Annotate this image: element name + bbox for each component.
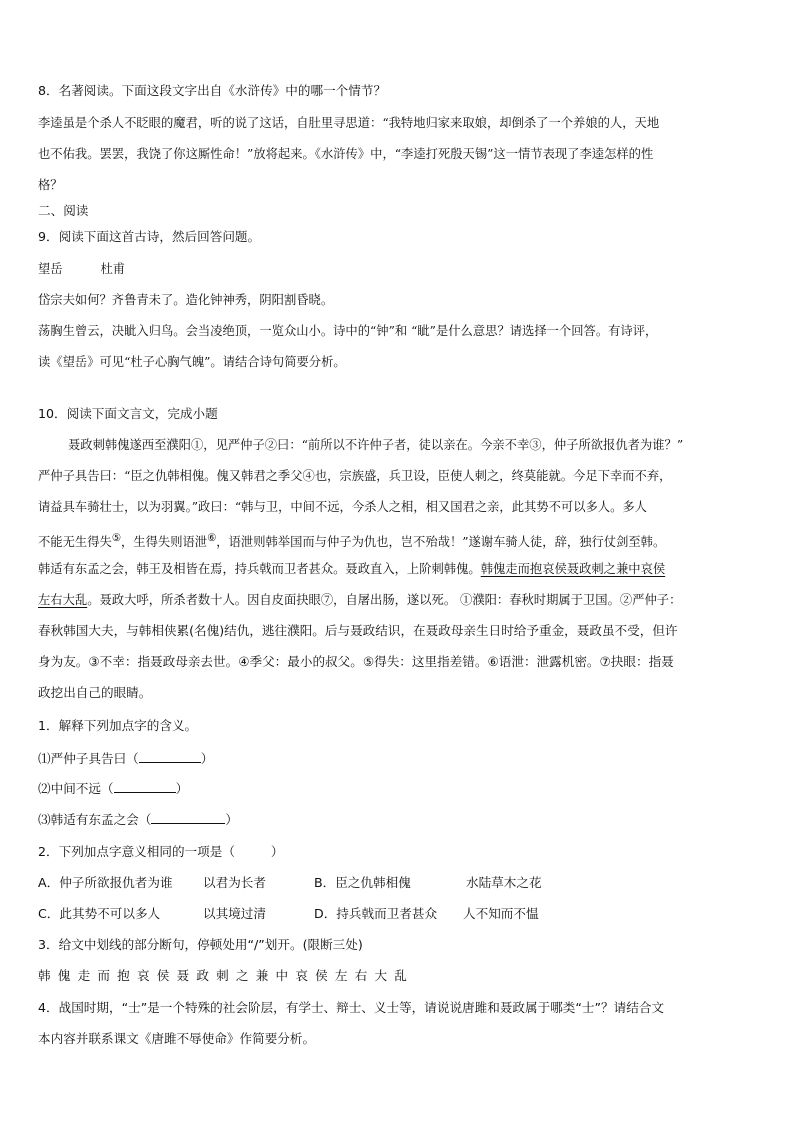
- answer-blank-1[interactable]: [139, 750, 201, 763]
- option-b-part-1: B．臣之仇韩相傀: [314, 875, 411, 890]
- option-c-part-1: C．此其势不可以多人: [38, 906, 161, 921]
- q8-title: 8．名著阅读。下面这段文字出自《水浒传》中的哪一个情节？: [38, 83, 387, 98]
- option-a-part-1: A．仲子所欲报仇者为谁: [38, 875, 173, 890]
- poem-author: 杜甫: [100, 262, 126, 276]
- sub1-item-1: ⑴严仲子具告曰（ ）: [38, 751, 214, 766]
- q9-title: 9．阅读下面这首古诗，然后回答问题。: [38, 229, 261, 244]
- sub1-item-3: ⑶韩适有东孟之会（ ）: [38, 812, 238, 827]
- footnote-ref-5: ⑤: [111, 532, 121, 544]
- underlined-sentence-part-2: 左右大乱: [38, 593, 88, 607]
- poem-line-3: 读《望岳》可见“杜子心胸气魄”。请结合诗句简要分析。: [38, 355, 346, 369]
- q10-title: 10．阅读下面文言文，完成小题: [38, 406, 218, 421]
- sub4-line-2: 本内容并联系课文《唐雎不辱使命》作简要分析。: [38, 1031, 316, 1046]
- passage-line-5: 韩适有东孟之会，韩王及相皆在焉，持兵戟而卫者甚众。聂政直入，上阶刺韩傀。韩傀走而抱哀侯聂政刺之兼中哀侯: [38, 562, 666, 576]
- notes-line-1: 春秋韩国大夫，与韩相侠累(名傀)结仇，逃往濮阳。后与聂政结识，在聂政母亲生日时给予重金，聂政虽不受，但许: [38, 623, 678, 638]
- underlined-sentence-part-1: 韩傀走而抱哀侯聂政刺之兼中哀侯: [480, 562, 666, 576]
- option-d-part-2: 人不知而不愠: [463, 906, 539, 921]
- passage-line-6: 左右大乱。聂政大呼，所杀者数十人。因自皮面抉眼⑦，自屠出肠，遂以死。 ①濮阳：春秋时期属于卫国。②严仲子：: [38, 593, 682, 607]
- option-c-part-2: 以其境过清: [203, 906, 266, 921]
- sub1-title: 1．解释下列加点字的含义。: [38, 718, 198, 733]
- notes-line-2: 身为友。③不幸：指聂政母亲去世。④季父：最小的叔父。⑤得失：这里指差错。⑥语泄：泄露机密。⑦抉眼：指聂: [38, 654, 674, 669]
- poem-title: 望岳: [38, 262, 63, 276]
- option-d-part-1: D．持兵戟而卫者甚众: [314, 906, 438, 921]
- passage-line-2: 严仲子具告曰：“臣之仇韩相傀。傀又韩君之季父④也，宗族盛，兵卫设，臣使人刺之，终莫能就。今足下幸而不弃，: [38, 469, 672, 483]
- poem-header: [38, 260, 760, 278]
- sub2-title: 2．下列加点字意义相同的一项是（ ）: [38, 844, 284, 859]
- sub3-sentence: 韩傀走而抱哀侯聂政刺之兼中哀侯左右大乱: [38, 968, 415, 983]
- passage-line-3: 请益具车骑壮士，以为羽翼。”政曰：“韩与卫，中间不远，今杀人之相，相又国君之亲，此其势不可以多人。多人: [38, 500, 647, 514]
- option-a-part-2: 以君为长者: [203, 875, 266, 890]
- q8-text-line-3: 格？: [38, 178, 63, 192]
- sub4-line-1: 4．战国时期，“士”是一个特殊的社会阶层，有学士、辩士、义士等，请说说唐雎和聂政属于哪类“士”？请结合文: [38, 1000, 665, 1015]
- passage-line-1: 聂政刺韩傀遂西至濮阳①，见严仲子②曰：“前所以不许仲子者，徒以亲在。今亲不幸③，仲子所欲报仇者为谁？”: [68, 438, 684, 452]
- option-b-part-2: 水陆草木之花: [466, 875, 542, 890]
- answer-blank-2[interactable]: [114, 780, 176, 793]
- poem-line-2: 荡胸生曾云，决眦入归鸟。会当凌绝顶，一览众山小。诗中的“钟”和 “眦”是什么意思？请选择一个回答。有诗评，: [38, 324, 658, 338]
- sub3-title: 3．给文中划线的部分断句，停顿处用“/”划开。(限断三处): [38, 937, 363, 952]
- q8-text-line-2: 也不佑我。罢罢，我饶了你这厮性命！”放将起来。《水浒传》中，“李逵打死殷天锡”这一情节表现了李逵怎样的性: [38, 147, 654, 161]
- answer-blank-3[interactable]: [151, 811, 225, 824]
- q8-text-line-1: 李逵虽是个杀人不眨眼的魔君，听的说了这话，自肚里寻思道：“我特地归家来取娘，却倒杀了一个养娘的人，天地: [38, 116, 660, 130]
- footnote-ref-6: ⑥: [207, 532, 217, 544]
- poem-line-1: 岱宗夫如何？齐鲁青未了。造化钟神秀，阴阳割昏晓。: [38, 293, 334, 307]
- passage-line-4: 不能无生得失⑤，生得失则语泄⑥，语泄则韩举国而与仲子为仇也，岂不殆哉！”遂谢车骑人徒，辞，独行仗剑至韩。: [38, 532, 666, 550]
- section-heading-reading: 二、阅读: [38, 203, 89, 218]
- sub1-item-2: ⑵中间不远（ ）: [38, 781, 189, 796]
- notes-line-3: 政挖出自己的眼睛。: [38, 685, 152, 700]
